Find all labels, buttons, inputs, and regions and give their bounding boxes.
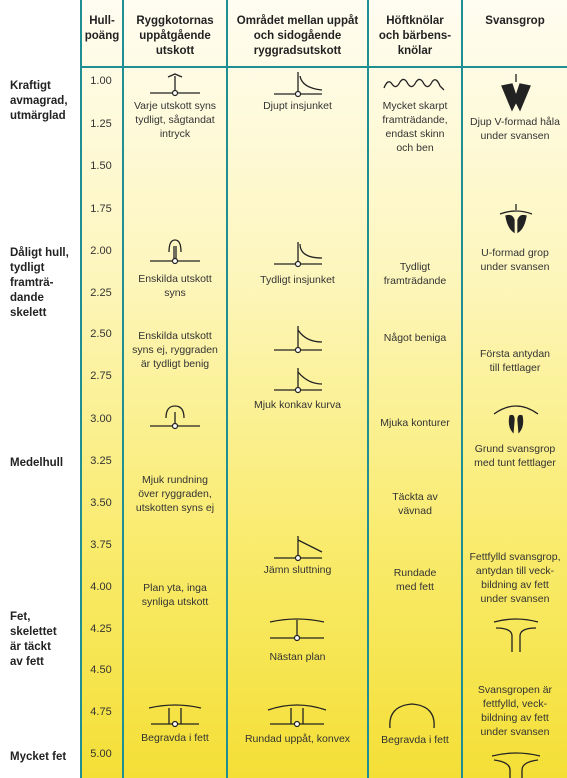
header-area: Området mellan uppåt och sidogående ryggradsutskott: [236, 15, 359, 57]
score-value: 5.00: [90, 748, 112, 760]
spine-buried-icon: [147, 700, 203, 728]
area-deep-icon: [270, 70, 326, 98]
score-value: 2.50: [90, 328, 112, 340]
spine-desc: Begravda i fett: [141, 732, 209, 744]
tail-deep-v-icon: [496, 72, 536, 114]
hip-desc: Mycket skarpt framträdande, endast skinn och ben: [382, 100, 448, 154]
score-value: 4.75: [90, 706, 112, 718]
score-value: 3.00: [90, 413, 112, 425]
hip-sharp-icon: [382, 74, 446, 96]
spine-sharp-icon: [150, 72, 200, 98]
score-value: 3.50: [90, 497, 112, 509]
spine-desc: Varje utskott syns tydligt, sågtandat intryck: [133, 100, 217, 140]
header-divider: [80, 66, 567, 68]
hip-desc: Mjuka konturer: [380, 417, 450, 429]
area-desc: Nästan plan: [269, 651, 326, 663]
score-value: 1.00: [90, 75, 112, 87]
header-score: Hull- poäng: [84, 15, 120, 42]
condition-label: Medelhull: [10, 457, 64, 469]
area-concave-icon: [270, 324, 326, 354]
area-desc: Rundad uppåt, konvex: [244, 733, 351, 745]
hip-desc: Rundade med fett: [393, 567, 437, 593]
condition-label: Fet, skelettet är täckt av fett: [10, 611, 57, 668]
tail-fatfilled-icon: [490, 614, 542, 654]
spine-desc: Enskilda utskott syns ej, ryggraden är tydligt benig: [132, 330, 218, 370]
score-value: 1.75: [90, 203, 112, 215]
area-soft-concave-icon: [270, 366, 326, 394]
tail-desc: Djup V-formad håla under svansen: [470, 116, 560, 142]
tail-shallow-icon: [490, 398, 542, 438]
spine-desc: Enskilda utskott syns: [138, 273, 212, 299]
score-value: 2.25: [90, 287, 112, 299]
condition-label: Dåligt hull, tydligt framträ- dande skelett: [10, 247, 69, 319]
condition-label: Mycket fet: [10, 751, 67, 763]
hip-desc: Täckta av vävnad: [392, 491, 438, 517]
hip-buried-icon: [384, 700, 440, 732]
score-value: 1.50: [90, 160, 112, 172]
area-clear-icon: [270, 240, 326, 268]
spine-visible-icon: [150, 238, 200, 266]
hip-desc: Något beniga: [383, 332, 447, 344]
spine-desc: Plan yta, inga synliga utskott: [141, 582, 209, 608]
condition-label: Kraftigt avmagrad, utmärglad: [10, 80, 68, 122]
area-slope-icon: [270, 534, 326, 562]
area-convex-icon: [266, 700, 328, 728]
tail-u-icon: [496, 202, 536, 238]
column-divider: [80, 0, 82, 778]
area-desc: Mjuk konkav kurva: [254, 399, 341, 411]
spine-desc: Mjuk rundning över ryggraden, utskotten syns ej: [135, 474, 215, 514]
header-spine: Ryggkotornas uppåtgående utskott: [136, 15, 214, 57]
tail-desc: Grund svansgrop med tunt fettlager: [474, 443, 556, 469]
score-value: 4.00: [90, 581, 112, 593]
hip-desc: Begravda i fett: [381, 734, 449, 746]
score-value: 3.25: [90, 455, 112, 467]
tail-desc: Svansgropen är fettfylld, veck- bildning av fett under svansen: [477, 684, 553, 738]
tail-desc: U-formad grop under svansen: [480, 247, 550, 273]
header-hip: Höftknölar och bärbens- knölar: [378, 15, 452, 57]
area-desc: Jämn sluttning: [263, 564, 332, 576]
area-desc: Tydligt insjunket: [260, 274, 335, 286]
area-desc: Djupt insjunket: [263, 100, 332, 112]
tail-folded-icon: [488, 750, 544, 778]
score-value: 4.25: [90, 623, 112, 635]
score-value: 3.75: [90, 539, 112, 551]
score-value: 2.75: [90, 370, 112, 382]
score-value: 1.25: [90, 118, 112, 130]
area-flat-icon: [266, 612, 328, 642]
header-tail: Svansgrop: [485, 15, 545, 27]
tail-desc: Fettfylld svansgrop, antydan till veck- bildning av fett under svansen: [469, 551, 561, 605]
hip-desc: Tydligt framträdande: [383, 261, 447, 287]
score-value: 4.50: [90, 664, 112, 676]
score-value: 2.00: [90, 245, 112, 257]
tail-desc: Första antydan till fettlager: [479, 348, 551, 374]
spine-rounded-icon: [150, 402, 200, 430]
